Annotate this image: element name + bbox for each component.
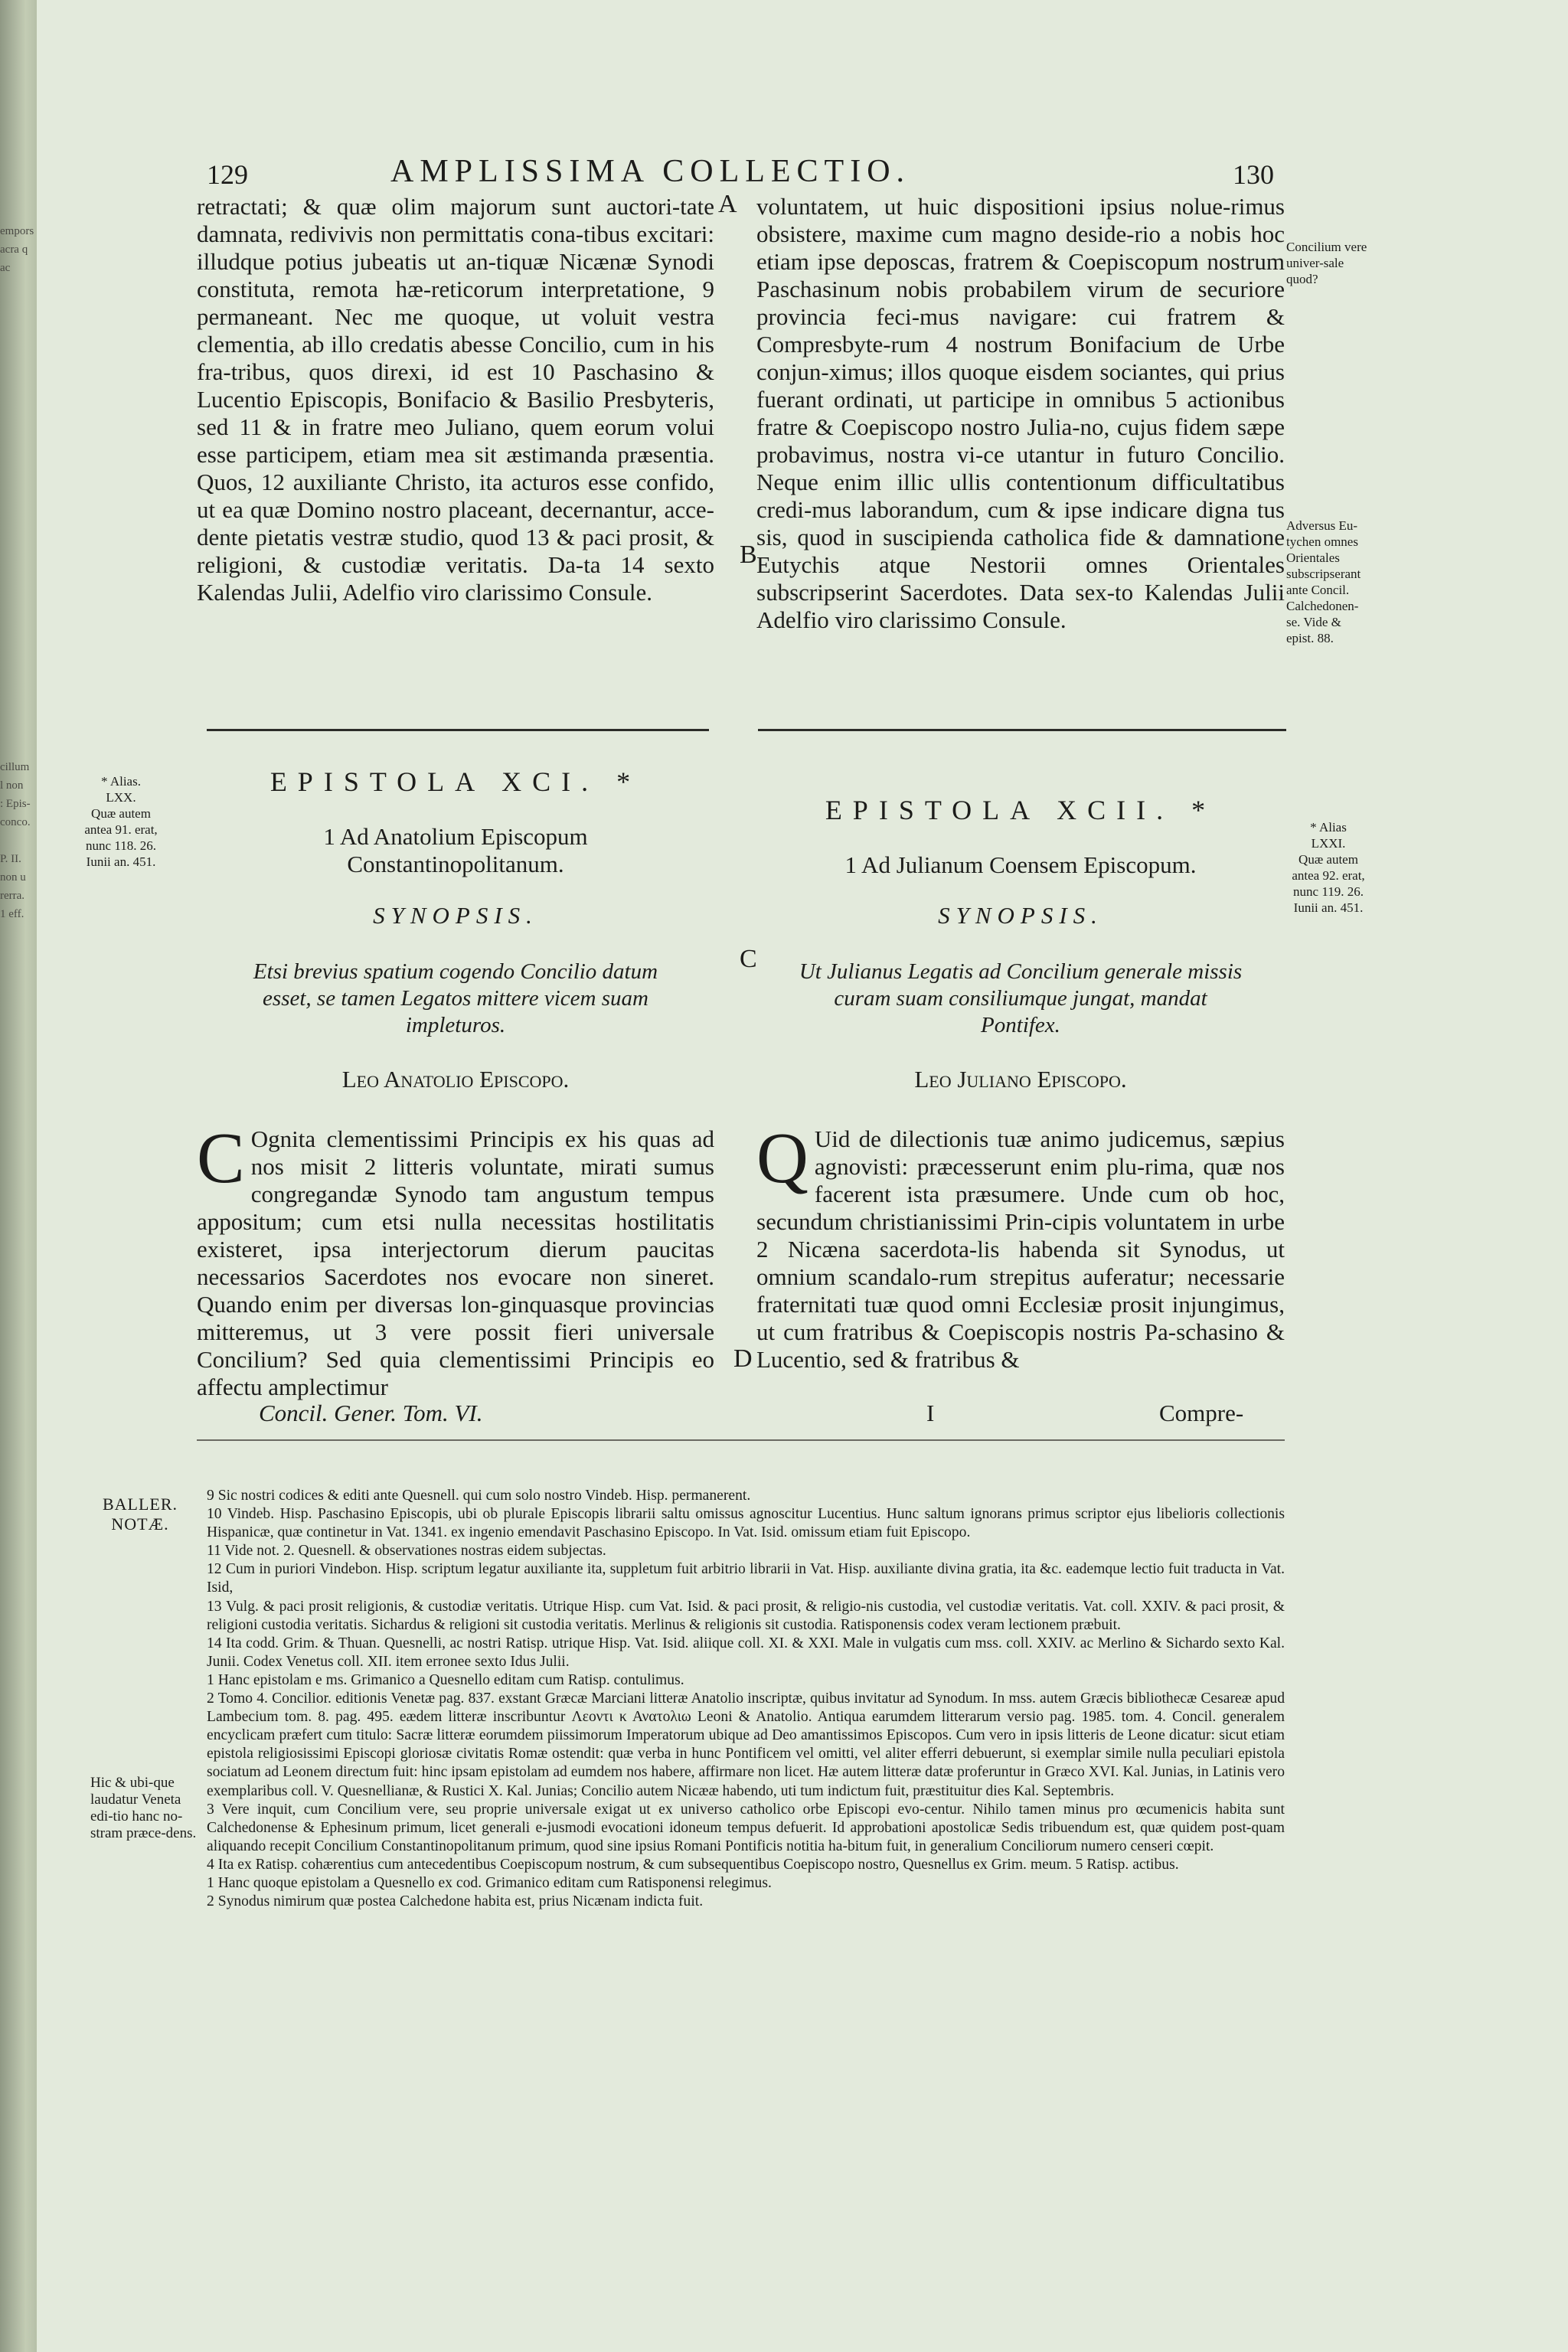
epistle-92-synopsis: Ut Julianus Legatis ad Concilium generale missis curam suam consiliumque jungat, mandat Pontifex.	[799, 959, 1243, 1037]
note-10: 10 Vindeb. Hisp. Paschasino Episcopis, ubi ob plurale Episcopis librarii saltu omissus agnoscitur Lucentius. Hunc saltum ignorans primus scriptor ejus libelioris collectionis Hispanicæ, quæ continetur in Vat. 1341. ex ingenio emendavit Paschasino Episcopo. In Vat. Isid. omissum etiam fuit Episcopo.	[207, 1506, 1285, 1541]
note-91-3: 3 Vere inquit, cum Concilium vere, seu proprie universale exigat ut ex universo catholico orbe Episcopi evo-centur. Nihilo tamen minus pro œcumenicis habita sunt Calchedonense & Ephesinum primum, licet generali e-jusmodi evocationi idoneum tempus defuerit. Id approbationi apostolicæ Sedis tribuendum est, quæ quidem post-quam aliquando recepit Concilium Constantinopolitanum primum, quod sine ipsius Romani Pontificis notitia ha-bitum fuit, in generalium Conciliorum numero censeri cœpit.	[207, 1801, 1285, 1854]
signature-mark: I	[926, 1400, 935, 1426]
book-binding	[0, 0, 37, 2352]
epistle-91-synopsis: Etsi brevius spatium cogendo Concilio datum esset, se tamen Legatos mittere vicem suam impleturos.	[253, 959, 658, 1037]
page-number-right: 130	[1233, 159, 1274, 190]
notes-label: BALLER. NOTÆ.	[102, 1494, 178, 1534]
notes-side-note: Hic & ubi-que laudatur Veneta edi-tio hanc no-stram præce-dens.	[90, 1775, 197, 1841]
epistle-91-title: EPISTOLA XCI. *	[270, 766, 642, 797]
epistle-92-greeting: Leo Juliano Episcopo.	[914, 1066, 1127, 1093]
section-rule-left	[207, 729, 709, 731]
right-column-text: voluntatem, ut huic dispositioni ipsius nolue-rimus obsistere, maxime cum magno deside-rio a nobis hoc etiam ipse deposcas, fratrem & Coepiscopum nostrum Paschasinum nobis probabilem virum de securiore provincia feci-mus navigare: cui fratrem & Compresbyte-rum 4 nostrum Bonifacium de Urbe conjun-ximus; illos quoque eisdem sociantes, qui prius fuerant ordinati, ut participe in omnibus 5 actionibus fratre & Coepiscopo nostro Julia-no, cujus fidem sæpe probavimus, nostra vi-ce utantur in futuro Concilio. Neque enim illic ullis contentionum difficultatibus credi-mus laborandum, cum & ipse indicare digna tus sis, quod in suscipienda catholica fide & damnatione Eutychis atque Nestorii omnes Orientales subscripserint Sacerdotes. Data sex-to Kalendas Julii Adelfio viro clarissimo Consule.	[756, 193, 1285, 633]
section-rule-right	[758, 729, 1286, 731]
note-91-1: 1 Hanc epistolam e ms. Grimanico a Quesnello editam cum Ratisp. contulimus.	[207, 1671, 684, 1688]
section-letter-b: B	[740, 541, 757, 569]
epistle-91-greeting: Leo Anatolio Episcopo.	[341, 1066, 570, 1093]
note-91-4-5: 4 Ita ex Ratisp. cohærentius cum antecedentibus Coepiscopum nostrum, & cum subsequentibus Coepiscopo nostro, Quesnellus ex Grim. meum. 5 Ratisp. actibus.	[207, 1856, 1179, 1873]
epistle-92-side-note: * Alias LXXI. Quæ autem antea 92. erat, nunc 119. 26. Iunii an. 451.	[1292, 820, 1365, 915]
note-12: 12 Cum in puriori Vindebon. Hisp. scriptum legatur auxiliante ita, suppletum fuit arbitrio librarii in Vat. Hisp. auxiliante divina gratia, ita &c. eademque lectio fuit traducta in Vat. Isid,	[207, 1561, 1285, 1596]
epistle-91-footer: Concil. Gener. Tom. VI.	[259, 1400, 483, 1426]
epistle-91-dropcap: C	[197, 1119, 245, 1198]
epistle-91-address: 1 Ad Anatolium Episcopum Constantinopolitanum.	[323, 823, 588, 877]
note-14: 14 Ita codd. Grim. & Thuan. Quesnelli, ac nostri Ratisp. utrique Hisp. Vat. Isid. aliique coll. XI. & XXI. Male in vulgatis cum mss. coll. XXIV. ac Merlino & Sichardo sexto Kal. Junii. Codex Venetus coll. XII. item erronee sexto Idus Julii.	[207, 1635, 1285, 1670]
catchword: Compre-	[1159, 1400, 1244, 1426]
left-column-continuation	[197, 193, 714, 606]
epistle-92-synopsis-label: SYNOPSIS.	[938, 902, 1103, 929]
right-column-continuation	[756, 193, 1285, 634]
notes-block	[207, 1487, 1285, 1911]
note-11: 11 Vide not. 2. Quesnell. & observationes nostras eidem subjectas.	[207, 1543, 606, 1560]
epistle-92-title: EPISTOLA XCII. *	[825, 795, 1217, 825]
page	[37, 0, 1568, 2352]
note-92-1: 1 Hanc quoque epistolam a Quesnello ex cod. Grimanico editam cum Ratisponensi relegimus.	[207, 1874, 772, 1891]
notes-separator	[197, 1439, 1285, 1441]
epistle-92-body	[756, 1119, 1285, 1374]
previous-page-edge-top: empors acra q ac	[0, 225, 34, 274]
section-letter-a: A	[718, 190, 737, 218]
page-number-left: 129	[207, 159, 248, 190]
epistle-91-text: Ognita clementissimi Principis ex his quas ad nos misit 2 litteris voluntate, mirati sumus congregandæ Synodo tam angustum tempus appositum; cum etsi nulla necessitas hostilitatis existeret, ipsa interjectorum dierum paucitas necessarios Sacerdotes nos evocare non sineret. Quando enim per diversas lon-ginquasque provincias mitteremus, ut 3 vere possit fieri universale Concilium? Sed quia clementissimi Principis eo affectu amplectimur	[197, 1125, 714, 1400]
epistle-91-side-note: * Alias. LXX. Quæ autem antea 91. erat, nunc 118. 26. Iunii an. 451.	[84, 774, 158, 869]
epistle-92-text: Uid de dilectionis tuæ animo judicemus, sæpius agnovisti: præcesserunt enim plu-rima, quæ nos facerent ista præsumere. Unde cum ob hoc, secundum christianissimi Prin-cipis voluntatem in urbe 2 Nicæna sacerdota-lis habenda sit Synodus, ut omnium scandalo-rum strepitus auferatur; necessarie fraternitati tuæ quod omni Ecclesiæ prosit injungimus, ut cum fratribus & Coepiscopis nostris Pa-schasino & Lucentio, sed & fratribus &	[756, 1125, 1285, 1373]
epistle-91-body	[197, 1119, 714, 1401]
previous-page-edge-middle: cillum l non : Epis- conco. P. II. non u rerra. 1 eff.	[0, 761, 31, 920]
epistle-92-dropcap: Q	[756, 1119, 808, 1198]
note-92-2: 2 Synodus nimirum quæ postea Calchedone habita est, prius Nicænam indicta fuit.	[207, 1893, 704, 1910]
note-9: 9 Sic nostri codices & editi ante Quesnell. qui cum solo nostro Vindeb. Hisp. permanerent.	[207, 1488, 751, 1504]
margin-note-concilium: Concilium vere univer-sale quod?	[1286, 240, 1367, 286]
section-letter-c: C	[740, 945, 757, 973]
margin-note-adversus: Adversus Eu-tychen omnes Orientales subscripserant ante Concil. Calchedonen-se. Vide & epist. 88.	[1286, 518, 1361, 645]
section-letter-d: D	[733, 1344, 753, 1373]
running-title: AMPLISSIMA COLLECTIO.	[390, 154, 911, 189]
left-column-text: retractati; & quæ olim majorum sunt auctori-tate damnata, redivivis non permittatis cona-tibus excitari: illudque potius jubeatis ut an-tiquæ Nicænæ Synodi constituta, remota hæ-reticorum interpretatione, 9 permaneant. Nec me quoque, ut voluit vestra clementia, ab illo credatis abesse Concilio, cum in his fra-tribus, quos direxi, id est 10 Paschasino & Lucentio Episcopis, Bonifacio & Basilio Presbyteris, sed 11 & in fratre meo Juliano, quem eorum volui esse participem, etiam mea sit æstimanda præsentia. Quos, 12 auxiliante Christo, ita acturos esse confido, ut ea quæ Domino nostro placeant, decernantur, acce-dente pietatis vestræ studio, quod 13 & paci prosit, & religioni, & custodiæ veritatis. Da-ta 14 sexto Kalendas Julii, Adelfio viro clarissimo Consule.	[197, 193, 714, 606]
epistle-92-address: 1 Ad Julianum Coensem Episcopum.	[844, 851, 1197, 878]
note-91-2: 2 Tomo 4. Concilior. editionis Venetæ pag. 837. exstant Græcæ Marciani litteræ Anatolio inscriptæ, quibus invitatur ad Synodum. In mss. autem Græcis bibliothecæ Cesareæ apud Lambecium tom. 8. pag. 495. eædem litteræ inscribuntur Λεοντι κ Ανατολιω Leoni & Anatolio. Antiqua earumdem litterarum versio pag. 1985. tom. 4. Concil. generalem encyclicam præfert cum titulo: Sacræ litteræ eorumdem piissimorum Imperatorum ubique ad Deo amantissimos Episcopos. Cum vero in ipsis litteris de Leone dicatur: sicut etiam epistola religiosissimi Episcopi gloriosæ civitatis Romæ ostendit: quæ verba in hunc Pontificem vel omitti, vel aliter efferri debuerunt, si exemplar simile nulla peculiari epistola sociatum ad Leonem directum fuit: hinc ipsam epistolam ad eumdem nos habere, affirmare non licet. Hæ autem litteræ datæ proferuntur in Græco XVI. Kal. Junias, in Latinis vero exemplaribus coll. V. Quesnellianæ, & Rustici X. Kal. Junias; Concilio autem Nicææ habendo, uti tum indictum fuit, præstituitur dies Kal. Septembris.	[207, 1690, 1285, 1799]
note-13: 13 Vulg. & paci prosit religionis, & custodiæ veritatis. Utrique Hisp. cum Vat. Isid. & paci prosit, & religio-nis custodia, vel custodiæ veritatis. Vat. coll. XXIV. & paci prosit, & religioni custodia veritatis. Sichardus & religioni sit custodia veritatis. Merlinus & religionis sit custodia. Ratisponensis codex veram lectionem præbuit.	[207, 1598, 1285, 1633]
epistle-91-synopsis-label: SYNOPSIS.	[373, 902, 538, 929]
